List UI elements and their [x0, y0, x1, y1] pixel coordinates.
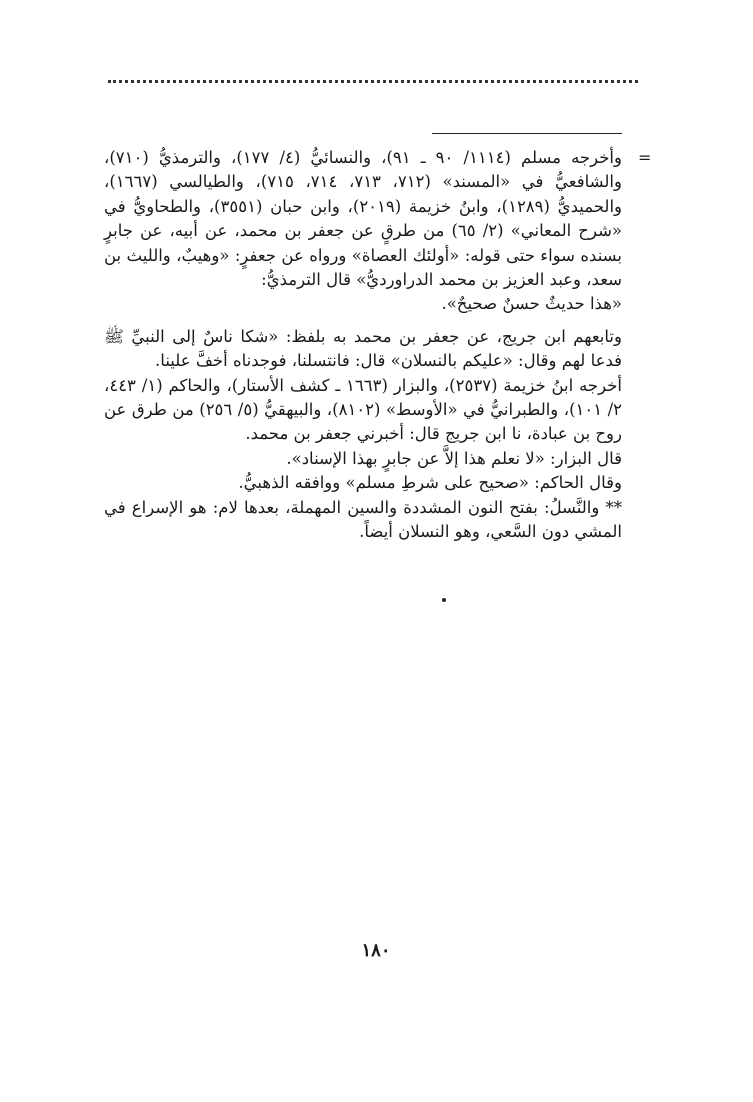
paragraph-tirmidhi-verdict: «هذا حديثٌ حسنٌ صحيحٌ».: [441, 294, 622, 314]
paragraph-hakim: وقال الحاكم: «صحيح على شرطِ مسلم» ووافقه الذهبيُّ.: [238, 473, 622, 493]
footnote-text: [104, 146, 622, 545]
paragraph-takhrij-ibn-khuzayma: أخرجه ابنُ خزيمة (٢٥٣٧)، والبزار (١٦٦٣ ـ كشف الأستار)، والحاكم (١/ ٤٤٣، ٢/ ١٠١)، والطبرانيُّ في «الأوسط» (٨١٠٢)، والبيهقيُّ (٥/ ٢٥٦) من طرق عن روح بن عبادة، نا ابن جريج قال: أخبرني جعفر بن محمد.: [104, 375, 623, 444]
paragraph-takhrij-muslim: وأخرجه مسلم (١١١٤/ ٩٠ ـ ٩١)، والنسائيُّ (٤/ ١٧٧)، والترمذيُّ (٧١٠)، والشافعيُّ في «المسند» (٧١٢، ٧١٣، ٧١٤، ٧١٥)، والطيالسي (١٦٦٧)، والحميديُّ (١٢٨٩)، وابنُ خزيمة (٢٠١٩)، وابن حبان (٣٥٥١)، والطحاويُّ في «شرح المعاني» (٢/ ٦٥) من طرقٍ عن جعفر بن محمد، عن أبيه، عن جابرٍ بسنده سواء حتى قوله: «أولئك العصاة» ورواه عن جعفرٍ: «وهيبٌ، والليث بن سعد، وعبد العزيز بن محمد الدراورديُّ» قال الترمذيُّ:: [104, 148, 622, 290]
paragraph-definition-nasl: ** والنَّسلُ: بفتح النون المشددة والسين المهملة، بعدها لام: هو الإسراع في المشي دون السَّعي، وهو النسلان أيضاً.: [104, 497, 622, 542]
footnote-separator-rule: [432, 133, 622, 134]
end-dot: [442, 598, 446, 602]
paragraph-bazzar: قال البزار: «لا نعلم هذا إلاَّ عن جابرٍ بهذا الإسناد».: [286, 448, 622, 468]
header-dotted-rule: [108, 80, 638, 83]
page-number: ١٨٠: [361, 940, 391, 961]
continuation-mark: =: [638, 148, 652, 167]
paragraph-ibn-jurayj: وتابعهم ابن جريج، عن جعفر بن محمد به بلفظ: «شكا ناسٌ إلى النبيِّ ﷺ فدعا لهم وقال: «عليكم بالنسلان» قال: فانتسلنا، فوجدناه أخفَّ علينا.: [104, 326, 622, 371]
